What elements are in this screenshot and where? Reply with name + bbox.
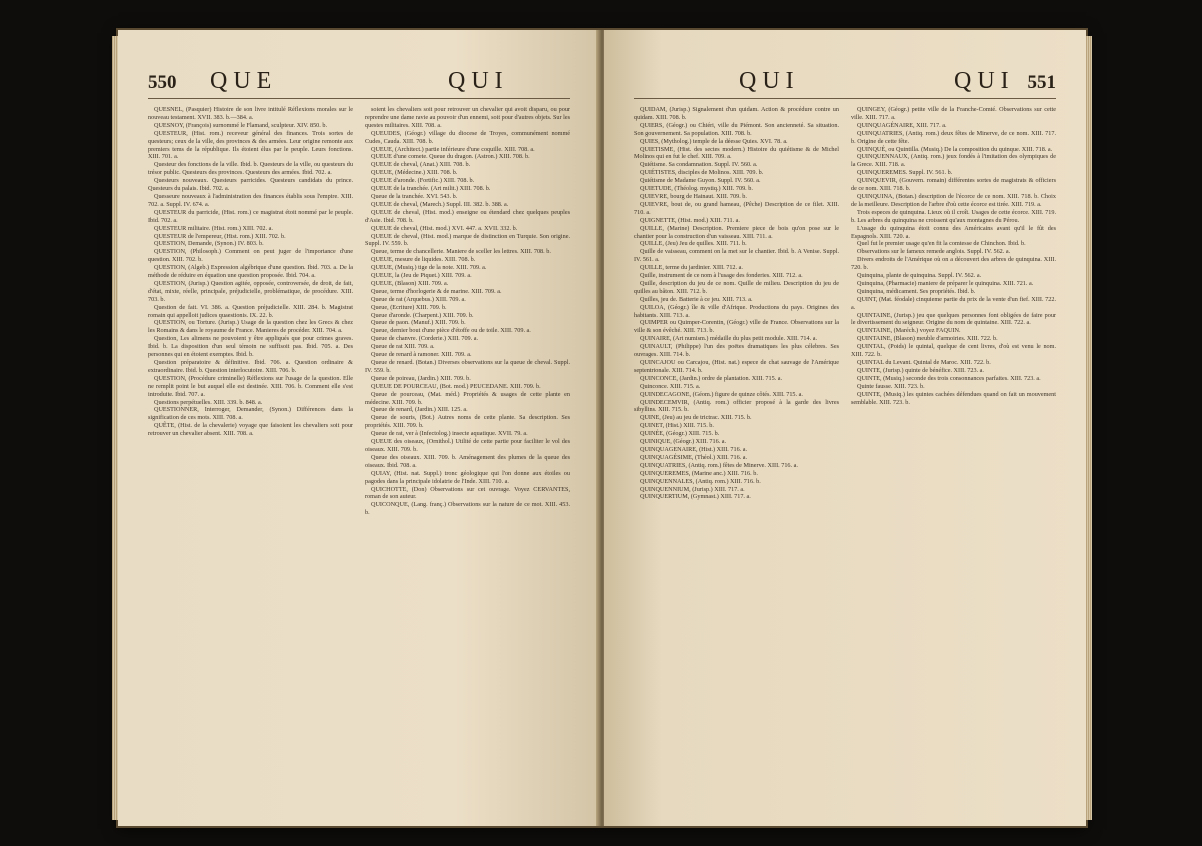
index-entry: QUESTIONNER, Interroger, Demander, (Synon.) Différences dans la signification de ces mots. XIII. 708. a.: [148, 406, 353, 422]
index-entry: QUIETUDE, (Théolog. mystiq.) XIII. 709. b.: [640, 185, 753, 193]
index-entry: QUINDECAGONE, (Géom.) figure de quinze côtés. XIII. 715. a.: [640, 390, 803, 398]
index-entry: Quille de vaisseau, comment on la met sur le chantier. Ibid. b. A Venise. Suppl. IV. 561. a.: [634, 248, 839, 264]
index-entry: Quinte fausse. XIII. 723. b.: [857, 382, 925, 390]
index-entry: QUIES, (Mytholog.) temple de la déesse Quies. XVI. 78. a.: [640, 137, 788, 145]
right-column-2: [851, 106, 1056, 796]
index-entry: Quinconce. XIII. 715. a.: [640, 382, 701, 390]
index-entry: Quel fut le premier usage qu'en fit la comtesse de Chinchon. Ibid. b.: [857, 240, 1026, 248]
page-edges-right: [1086, 36, 1092, 820]
index-entry: Question de fait. VI. 386. a. Question préjudicielle. XIII. 284. b. Magistrat romain qui appelloit judices quaestionis. IX. 22. b.: [148, 303, 353, 319]
index-entry: Question, Les alimens ne pouvoient y être appliqués que pour crimes graves. Ibid. b. La disposition d'un seul témoin ne suffisoit pas. Ibid. 705. a. Des personnes qui en étoient exemptes. Ibid. b.: [148, 335, 353, 359]
running-head-right: [634, 68, 1056, 99]
index-entry: QUESTION, ou Torture. (Jurisp.) Usage de la question chez les Grecs & chez les Romains & dans le royaume de France. Manieres de procéder. XIII. 704. a.: [148, 319, 353, 335]
index-entry: QUINQUATRIES, (Antiq. rom.) fêtes de Minerve. XIII. 716. a.: [640, 461, 798, 469]
index-entry: QUESTION, (Procédure criminelle) Réflexions sur l'usage de la question. Elle ne remplit point le but auquel elle est destinée. XIII. 706. b. Comment elle s'est introduite. Ibid. 707. a.: [148, 374, 353, 398]
index-entry: QUEUE DE POURCEAU, (Bot. mod.) PEUCEDANE. XIII. 709. b.: [371, 382, 541, 390]
index-entry: QUEUE, la (Jeu de Piquet.) XIII. 709. a.: [371, 272, 472, 280]
index-entry: QUINCAJOU ou Carcajou, (Hist. nat.) espece de chat sauvage de l'Amérique septentrionale. XIII. 714. b.: [634, 359, 839, 374]
index-entry: QUILLE, terme du jardinier. XIII. 712. a.: [640, 264, 743, 272]
index-entry: Questeurs nouveaux. Questeurs parricides. Questeurs candidats du prince. Questeurs du palais. Ibid. 702. a.: [148, 177, 353, 193]
index-entry: QUEUE des oiseaux, (Ornithol.) Utilité de cette partie pour faciliter le vol des oiseaux. XIII. 709. b.: [365, 438, 570, 453]
keyword-left-2: QUI: [448, 68, 509, 94]
index-entry: QUIÉTISTES, disciples de Molinos. XIII. 709. b.: [640, 169, 764, 177]
index-entry: soient les chevaliers soit pour retrouver un chevalier qui avoit disparu, ou pour reprendre une dame ravie au pouvoir d'un ennemi, soit pour d'autres objets. Sur les questes militaires. XIII. 708. a.: [365, 106, 570, 129]
index-entry: Queue de la tranchée. XVI. 543. b.: [371, 192, 458, 200]
index-entry: Trois especes de quinquina. Lieux où il croît. Usages de cette écorce. XIII. 719. b. Les arbres du quinquina ne croissent qu'aux montagnes du Pérou.: [851, 208, 1056, 224]
index-entry: QUINIQUE, (Géogr.) XIII. 716. a.: [640, 438, 727, 446]
index-entry: Queue de poireau, (Jardin.) XIII. 709. b.: [371, 374, 471, 382]
index-entry: QUILLE, (Marine) Description. Premiere piece de bois qu'on pose sur le chantier pour la construction d'un vaisseau. XIII. 711. a.: [634, 224, 839, 240]
index-entry: QUINTAINE, (Maréch.) voyez FAQUIN.: [857, 327, 961, 335]
index-entry: QUEUE de cheval, (Hist. mod.) enseigne ou étendard chez quelques peuples d'Asie. Ibid. 708. b.: [365, 208, 570, 224]
index-entry: Queue de renard, (Jardin.) XIII. 125. a.: [371, 406, 468, 414]
index-entry: QUIEVRE, bourg de Hainaut. XIII. 709. b.: [640, 192, 747, 200]
page-number-left: 550: [148, 72, 177, 93]
index-entry: QUINQUAGÉNAIRE, XIII. 717. a.: [857, 121, 947, 129]
index-entry: QUEUE de cheval, (Hist. mod.) XVI. 447. a. XVII. 332. b.: [371, 224, 518, 232]
index-entry: Queue, terme de chancellerie. Maniere de sceller les lettres. XIII. 708. b.: [371, 248, 551, 256]
index-entry: QUINTE, (Musiq.) seconde des trois consonnances parfaites. XIII. 723. a.: [857, 374, 1041, 382]
index-entry: QUEUE d'une comete. Queue du dragon. (Astron.) XIII. 708. b.: [371, 153, 530, 161]
index-entry: QUILOA, (Géogr.) île & ville d'Afrique. Productions du pays. Origines des habitants. XIII. 713. a.: [634, 303, 839, 319]
keyword-left-1: QUE: [210, 68, 278, 94]
index-entry: QUINE, (Jeu) au jeu de trictrac. XIII. 715. b.: [640, 414, 752, 422]
index-entry: Queue de pourceau, (Mat. méd.) Propriétés & usages de cette plante en médecine. XIII. 709. b.: [365, 390, 570, 406]
index-entry: QUINDECEMVIR, (Antiq. rom.) officier proposé à la garde des livres sibyllins. XIII. 715. b.: [634, 398, 839, 414]
index-entry: QUESTEUR du parricide, (Hist. rom.) ce magistrat étoit nommé par le peuple. Ibid. 702. a.: [148, 208, 353, 224]
index-entry: QUIGNETTE, (Hist. mod.) XIII. 711. a.: [640, 216, 740, 224]
index-entry: QUINGEY, (Géogr.) petite ville de la Franche-Comté. Observations sur cette ville. XIII. 717. a.: [851, 106, 1056, 121]
index-entry: Quinquina, (Pharmacie) maniere de préparer le quinquina. XIII. 721. a.: [857, 279, 1034, 287]
left-column-1: [148, 106, 353, 796]
index-entry: Queue de paon. (Manuf.) XIII. 709. b.: [371, 319, 466, 327]
index-entry: QUIERS, (Géogr.) ou Chiéri, ville du Piémont. Son ancienneté. Sa situation. Son gouvernement. Sa population. XIII. 708. b.: [634, 121, 839, 137]
open-book: [118, 30, 1086, 826]
index-entry: QUIAY, (Hist. nat. Suppl.) tronc géologique qui l'on donne aux étoiles ou pagodes dans la principale idolatrie de l'Inde. XIII. 710. a.: [365, 469, 570, 485]
keyword-right-2: QUI: [954, 68, 1015, 94]
index-entry: Quilles, jeu de. Batterie à ce jeu. XIII. 713. a.: [640, 295, 753, 303]
page-number-right: 551: [1027, 72, 1056, 93]
index-entry: QUINCONCE, (Jardin.) ordre de plantation. XIII. 715. a.: [640, 374, 783, 382]
index-entry: QUINQUEVIR, (Gouvern. romain) différentes sortes de magistrats & officiers de ce nom. XIII. 718. b.: [851, 177, 1056, 193]
index-entry: QUICONQUE, (Lang. franç.) Observations sur la nature de ce mot. XIII. 453. b.: [365, 501, 570, 517]
index-entry: Queue de rat XIII. 709. a.: [371, 343, 435, 351]
index-entry: QUINQUERTIUM, (Gymnast.) XIII. 717. a.: [640, 493, 751, 501]
index-entry: QUINTAL du Levant. Quintal de Maroc. XIII. 722. b.: [857, 359, 991, 366]
index-entry: Queue, dernier bout d'une pièce d'étoffe ou de toile. XIII. 709. a.: [371, 327, 531, 335]
index-entry: QUEUE d'aronde. (Fortific.) XIII. 708. b.: [371, 177, 475, 185]
index-entry: QUESTION, (Algeb.) Expression algébrique d'une question. Ibid. 703. a. De la méthode de réduire en équation une question proposée. Ibid. 704. a.: [148, 264, 353, 280]
index-entry: QUINQUATRIES, (Antiq. rom.) deux fêtes de Minerve, de ce nom. XIII. 717. b. Origine de cette fête.: [851, 129, 1056, 145]
index-entry: Queue, (Ecriture) XIII. 709. b.: [371, 303, 447, 311]
left-page: [118, 30, 600, 826]
index-entry: QUESTION, (Philosoph.) Comment on peut juger de l'importance d'une question. XIII. 702. b.: [148, 248, 353, 264]
index-entry: QUESTEUR militaire. (Hist. rom.) XIII. 702. a.: [154, 224, 273, 232]
index-entry: QUEUE de cheval, (Anat.) XIII. 708. b.: [371, 161, 471, 169]
index-entry: QUIDAM, (Jurisp.) Signalement d'un quidam. Action & procédure contre un quidam. XIII. 708. b.: [634, 106, 839, 121]
index-entry: QUEUE, (Architect.) partie inférieure d'une coquille. XIII. 708. a.: [371, 145, 535, 153]
index-entry: QUINT, (Mat. féodale) cinquieme partie du prix de la vente d'un fief. XIII. 722. a.: [851, 295, 1056, 311]
index-entry: QUESTION, Demande, (Synon.) IV. 803. b.: [154, 240, 264, 248]
index-entry: Queue de renard à ramoner. XIII. 709. a.: [371, 351, 472, 359]
index-entry: Questeur des fonctions de la ville. Ibid. b. Questeurs de la ville, ou questeurs du trésor public. Questeurs des provinces. Questeurs des armées. Ibid. 702. a.: [148, 161, 353, 177]
index-entry: Queue de rat, ver à (Infectolog.) insecte aquatique. XVII. 79. a.: [371, 430, 528, 438]
index-entry: QUESTION, (Jurisp.) Question agitée, opposée, controversée, de droit, de fait, d'état, mixte, réelle, principale, préjudicielle, problématique, de procédure. XIII. 703. b.: [148, 279, 353, 303]
index-entry: QUINAIRE, (Art numism.) médaille du plus petit module. XIII. 714. a.: [640, 335, 817, 343]
index-entry: QUÊTE, (Hist. de la chevalerie) voyage que faisoient les chevaliers soit pour retrouver un chevalier absent. XIII. 708. a.: [148, 422, 353, 438]
index-entry: QUESTEUR de l'empereur, (Hist. rom.) XIII. 702. b.: [154, 232, 286, 240]
index-entry: QUINAULT, (Philippe) l'un des poëtes dramatiques les plus célebres. Ses ouvrages. XIII. 714. b.: [634, 343, 839, 359]
index-entry: QUINQUAGÉSIME, (Théol.) XIII. 716. a.: [640, 453, 748, 461]
index-entry: QUINÉE, (Géogr.) XIII. 715. b.: [640, 430, 720, 438]
index-entry: QUILLE, (Jeu) Jeu de quilles. XIII. 711. b.: [640, 240, 747, 248]
index-entry: QUEUE de cheval, (Marech.) Suppl. III. 382. b. 388. a.: [371, 200, 509, 208]
index-entry: QUINQUEREMES, (Marine anc.) XIII. 716. b.: [640, 469, 758, 477]
index-entry: QUESNEL, (Pasquier) Histoire de son livre intitulé Réflexions morales sur le nouveau testament. XVII. 383. b.—384. a.: [148, 106, 353, 121]
index-entry: L'usage du quinquina étoit connu des Américains avant qu'il le fût des Espagnols. XIII. 720. a.: [851, 224, 1056, 240]
index-entry: Questions perpétuelles. XIII. 339. b. 848. a.: [154, 398, 263, 406]
index-entry: QUINQUENNALES, (Antiq. rom.) XIII. 716. b.: [640, 477, 761, 485]
index-entry: QUINTAINE, (Blason) meuble d'armoiries. XIII. 722. b.: [857, 335, 998, 343]
index-entry: QUICHOTTE, (Don) Observations sur cet ouvrage. Voyez CERVANTES, roman de son auteur.: [365, 485, 570, 501]
left-column-2: [365, 106, 570, 796]
index-entry: Queue de souris, (Bot.) Autres noms de cette plante. Sa description. Ses propriétés. XIII. 709. b.: [365, 414, 570, 430]
index-entry: Queue de chanvre. (Corderie.) XIII. 709. a.: [371, 335, 479, 343]
keyword-right-1: QUI: [739, 68, 800, 94]
index-entry: Quinquina, plante de quinquina. Suppl. IV. 562. a.: [857, 272, 982, 280]
index-entry: QUEUDES, (Géogr.) village du diocese de Troyes, communément nommé Cudes, Cauda. XIII. 708. b.: [365, 129, 570, 145]
index-entry: QUINTAL, (Poids) le quintal, quelque de cent livres, d'où est venu le nom. XIII. 722. b.: [851, 343, 1056, 359]
index-entry: QUIETISME, (Hist. des sectes modern.) Histoire du quiétisme & de Michel Molinos qui en fut le chef. XIII. 709. a.: [634, 145, 839, 161]
index-entry: QUINTE, (Jurisp.) quinte de bénéfice. XIII. 723. a.: [857, 366, 984, 374]
running-head-left: [148, 68, 570, 99]
index-entry: QUINTAINE, (Jurisp.) jeu que quelques personnes font obligées de faire pour le divertissement du seigneur. Origine du nom de quintaine. XIII. 722. a.: [851, 311, 1056, 327]
index-entry: Queue d'aronde. (Charpent.) XIII. 709. b.: [371, 311, 474, 319]
index-entry: QUESNOY, (François) surnommé le Flamand, sculpteur. XIV. 850. b.: [154, 121, 328, 129]
index-entry: QUINTE, (Musiq.) les quintes cachées défendues quand on fait un mouvement semblable. XIII. 723. b.: [851, 390, 1056, 406]
index-entry: Quesseure nouveaux à l'administration des finances établis sous l'empire. XIII. 702. a. Suppl. IV. 674. a.: [148, 192, 353, 208]
index-entry: QUEUE, mesure de liquides. XIII. 708. b.: [371, 256, 476, 264]
index-entry: Observations sur le fameux remede anglois. Suppl. IV. 562. a.: [857, 248, 1011, 256]
index-entry: QUIEVRE, bout de, ou grand hameau, (Pêche) Description de ce filet. XIII. 710. a.: [634, 200, 839, 216]
index-entry: Quille, instrument de ce nom à l'usage des fonderies. XIII. 712. a.: [640, 272, 803, 280]
index-entry: Queue des oiseaux. XIII. 709. b. Aménagement des plumes de la queue des oiseaux. Ibid. 708. a.: [365, 453, 570, 469]
index-entry: Quiétisme de Madame Guyon. Suppl. IV. 560. a.: [640, 177, 761, 185]
index-entry: QUINQUÉ, ou Quintilla. (Musiq.) De la composition du quinque. XIII. 718. a.: [857, 145, 1053, 153]
index-entry: Quiétisme. Sa condamnation. Suppl. IV. 560. a.: [640, 161, 758, 169]
right-column-1: [634, 106, 839, 796]
index-entry: QUEUE de cheval, (Hist. mod.) marque de distinction en Turquie. Son origine. Suppl. IV. 559. b.: [365, 232, 570, 248]
index-entry: QUINET, (Hist.) XIII. 715. b.: [640, 422, 714, 430]
index-entry: QUEUE de la tranchée. (Art milit.) XIII. 708. b.: [371, 185, 491, 193]
index-entry: QUEUE, (Musiq.) tige de la note. XIII. 709. a.: [371, 264, 487, 272]
right-page: [604, 30, 1086, 826]
index-entry: Quinquina, médicament. Ses propriétés. Ibid. b.: [857, 287, 976, 295]
index-entry: Queue de rat (Arquebus.) XIII. 709. a.: [371, 295, 466, 303]
index-entry: Divers endroits de l'Amérique où on a découvert des arbres de quinquina. XIII. 720. b.: [851, 256, 1056, 272]
index-entry: QUINQUINA, (Botan.) description de l'écorce de ce nom. XIII. 718. b. Choix de la meilleure. Description de l'arbre d'où cette écorce est tirée. XIII. 719. a.: [851, 192, 1056, 208]
index-entry: QUESTEUR, (Hist. rom.) receveur général des finances. Trois sortes de questeurs; ceux de la ville, des provinces & des armées. Leur origine remonte aux premiers tems de la république. Ils étoient élus par le peuple. Leurs fonctions. XIII. 701. a.: [148, 129, 353, 161]
index-entry: QUINQUEREMES. Suppl. IV. 561. b.: [857, 169, 953, 177]
index-entry: QUIMPER ou Quimper-Corentin, (Géogr.) ville de France. Observations sur la ville & son évêché. XIII. 713. b.: [634, 319, 839, 335]
index-entry: QUINQUENNAUX, (Antiq. rom.) jeux fondés à l'imitation des olympiques de la Grece. XIII. 718. a.: [851, 153, 1056, 169]
index-entry: Queue, terme d'horlogerie & de marine. XIII. 709. a.: [371, 287, 502, 295]
index-entry: Queue de renard. (Botan.) Diverses observations sur la queue de cheval. Suppl. IV. 559. b.: [365, 359, 570, 374]
index-entry: QUEUE, (Blason) XIII. 709. a.: [371, 279, 449, 287]
index-entry: Quille, description du jeu de ce nom. Quille de milieu. Description du jeu de quilles au bâton. XIII. 712. b.: [634, 279, 839, 295]
index-entry: QUEUE, (Médecine.) XIII. 708. b.: [371, 169, 458, 177]
index-entry: QUINQUENNIUM, (Jurisp.) XIII. 717. a.: [640, 485, 745, 493]
index-entry: QUINQUAGENAIRE, (Hist.) XIII. 716. a.: [640, 445, 748, 453]
index-entry: Question préparatoire & définitive. Ibid. 706. a. Question ordinaire & extraordinaire. Ibid. b. Question interlocutoire. XIII. 706. b.: [148, 359, 353, 374]
